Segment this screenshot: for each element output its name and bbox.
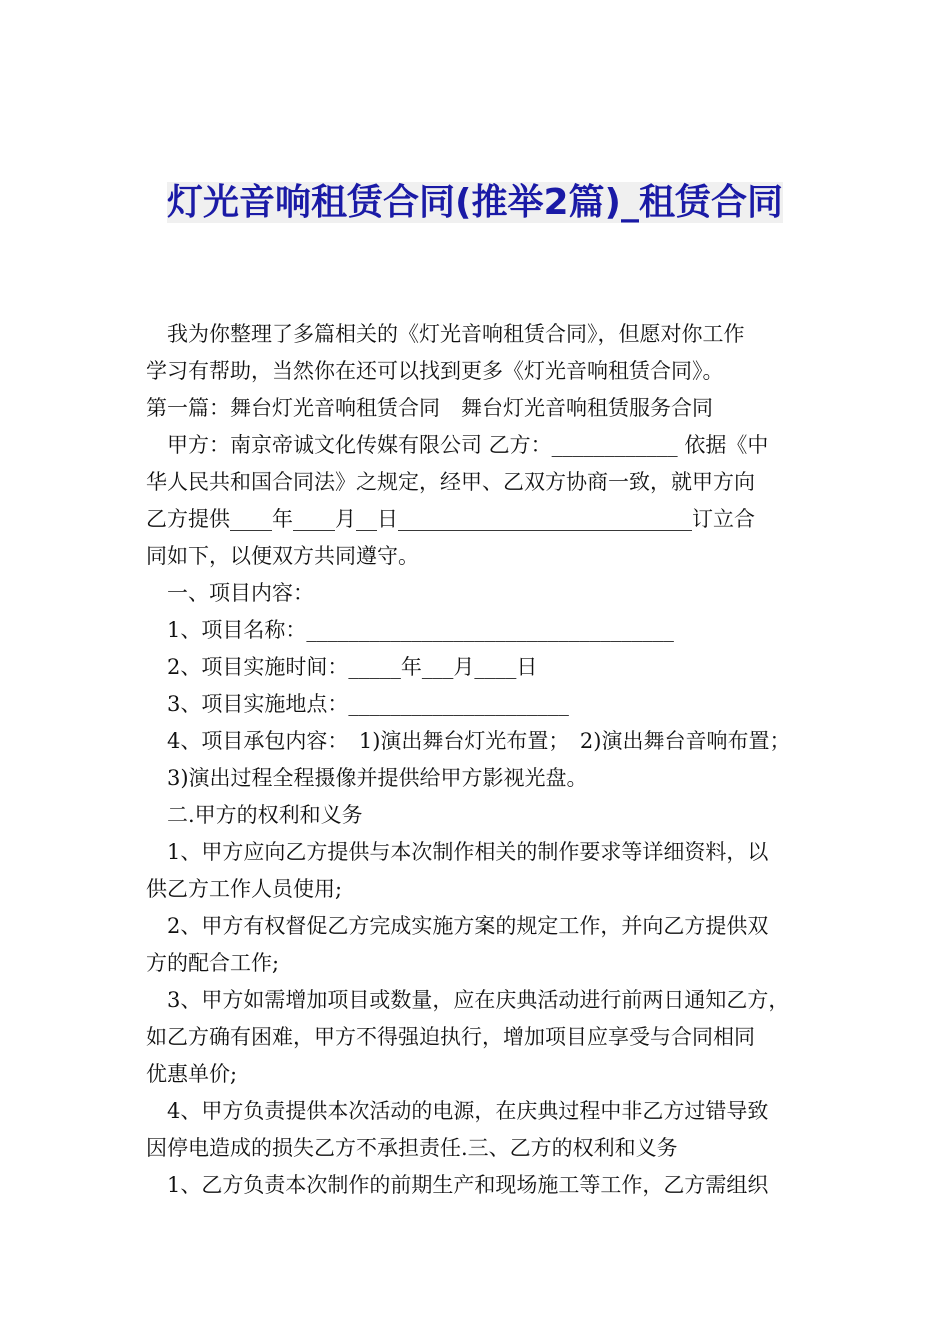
title-container: [150, 176, 800, 230]
list-item: 4、项目承包内容： 1)演出舞台灯光布置； 2)演出舞台音响布置；: [167, 729, 791, 753]
section-heading: 二.甲方的权利和义务: [167, 803, 363, 827]
paragraph-line: 甲方：南京帝诚文化传媒有限公司 乙方：____________ 依据《中: [167, 433, 769, 457]
paragraph-line: 如乙方确有困难，甲方不得强迫执行，增加项目应享受与合同相同: [146, 1025, 755, 1049]
paragraph-line: 供乙方工作人员使用;: [146, 877, 343, 901]
paragraph-line: 学习有帮助，当然你在还可以找到更多《灯光音响租赁合同》。: [146, 359, 724, 383]
paragraph-line: 同如下，以便双方共同遵守。: [146, 544, 419, 568]
list-item: 1、甲方应向乙方提供与本次制作相关的制作要求等详细资料，以: [167, 840, 769, 864]
list-item: 4、甲方负责提供本次活动的电源，在庆典过程中非乙方过错导致: [167, 1099, 769, 1123]
paragraph-line: 方的配合工作;: [146, 951, 280, 975]
paragraph-line: 第一篇：舞台灯光音响租赁合同 舞台灯光音响租赁服务合同: [146, 396, 713, 420]
paragraph-line: 华人民共和国合同法》之规定，经甲、乙双方协商一致，就甲方向: [146, 470, 755, 494]
list-item: 1、项目名称：___________________________________: [167, 618, 674, 642]
document-title: 灯光音响租赁合同(推举2篇)_租赁合同: [167, 182, 783, 223]
document-body: [146, 316, 810, 1204]
list-item: 1、乙方负责本次制作的前期生产和现场施工等工作，乙方需组织: [167, 1173, 769, 1197]
paragraph-line: 因停电造成的损失乙方不承担责任.三、乙方的权利和义务: [146, 1136, 678, 1160]
list-item: 2、甲方有权督促乙方完成实施方案的规定工作，并向乙方提供双: [167, 914, 769, 938]
paragraph-line: 乙方提供____年____月__日____________________________订立合: [146, 507, 755, 531]
section-heading: 一、项目内容：: [167, 581, 314, 605]
list-item: 3、项目实施地点：_____________________: [167, 692, 569, 716]
list-item: 3)演出过程全程摄像并提供给甲方影视光盘。: [167, 766, 588, 790]
paragraph-line: 优惠单价;: [146, 1062, 238, 1086]
paragraph-line: 我为你整理了多篇相关的《灯光音响租赁合同》，但愿对你工作: [167, 322, 745, 346]
list-item: 2、项目实施时间：_____年___月____日: [167, 655, 538, 679]
list-item: 3、甲方如需增加项目或数量，应在庆典活动进行前两日通知乙方，: [167, 988, 790, 1012]
